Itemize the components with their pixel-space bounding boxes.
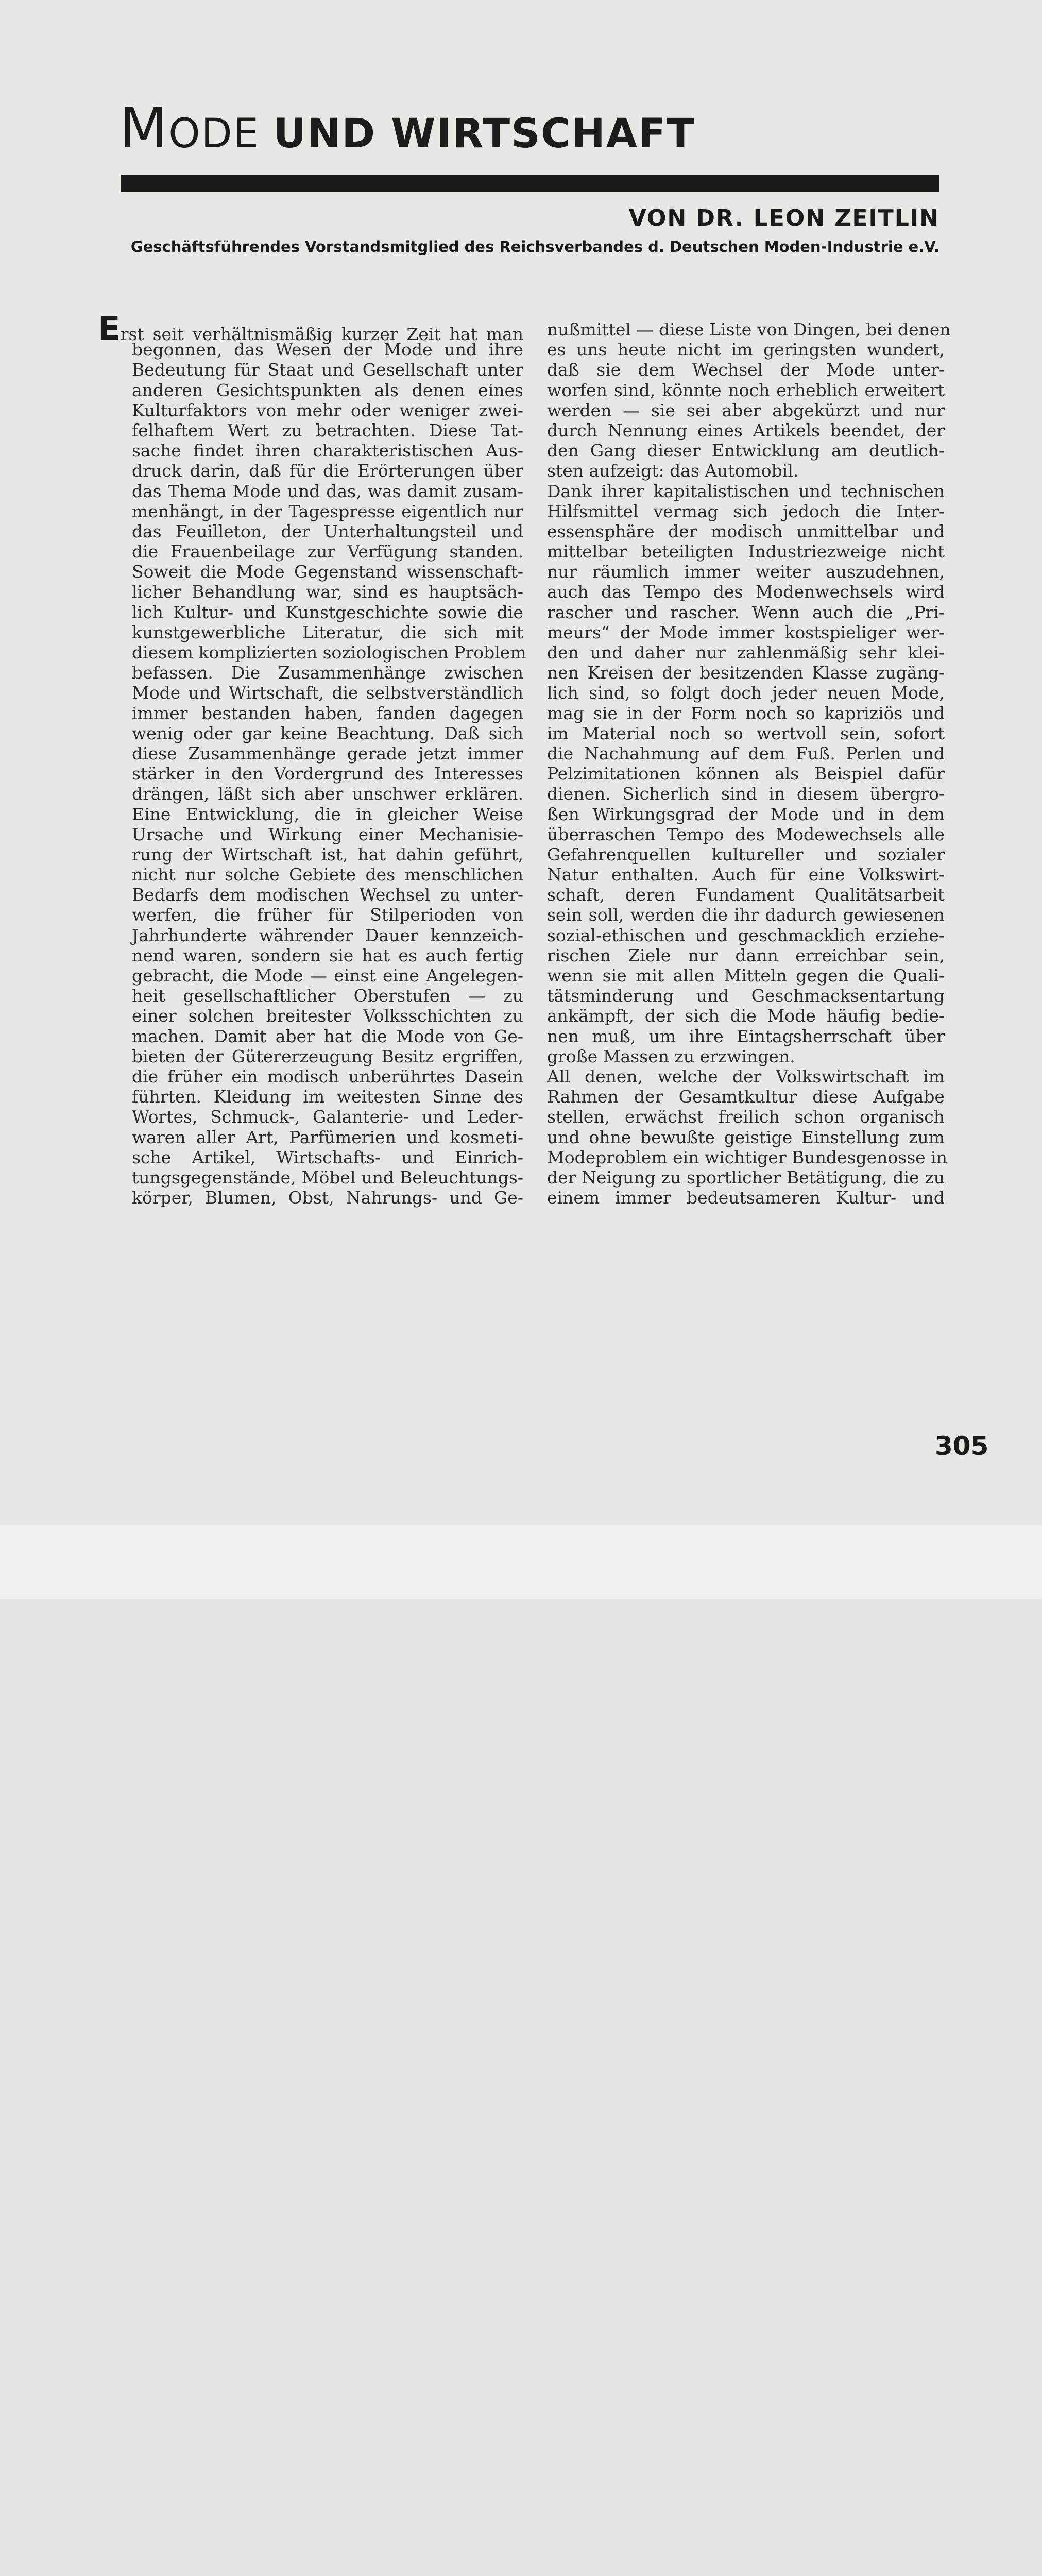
text-line: anderen Gesichtspunkten als denen eines [132, 380, 523, 400]
text-line: die Frauenbeilage zur Verfügung standen. [132, 541, 523, 562]
text-line: drängen, läßt sich aber unschwer erklären. [132, 784, 523, 804]
text-line-body: rst seit verhältnismäßig kurzer Zeit hat man [120, 324, 523, 344]
text-line: daß sie dem Wechsel der Mode unter- [547, 360, 945, 380]
text-line: der Neigung zu sportlicher Betätigung, die zu [547, 1167, 945, 1188]
title-rule [121, 175, 939, 192]
text-line: stärker in den Vordergrund des Interesses [132, 764, 523, 784]
text-line: gebracht, die Mode — einst eine Angelegen- [132, 965, 523, 986]
text-column-right [547, 319, 951, 1208]
text-line: essensphäre der modisch unmittelbar und [547, 521, 945, 541]
text-line: auch das Tempo des Modenwechsels wird [547, 582, 945, 602]
text-line: sozial-ethischen und geschmacklich erziehe- [547, 925, 945, 945]
text-line: Hilfsmittel vermag sich jedoch die Inter- [547, 501, 945, 521]
text-line: Eine Entwicklung, die in gleicher Weise [132, 804, 523, 824]
text-line: werfen, die früher für Stilperioden von [132, 905, 523, 925]
text-line: Bedeutung für Staat und Gesellschaft unter [132, 360, 523, 380]
text-line: begonnen, das Wesen der Mode und ihre [132, 340, 523, 360]
text-line: nen muß, um ihre Eintagsherrschaft über [547, 1026, 945, 1046]
text-line: worfen sind, könnte noch erheblich erweitert [547, 380, 945, 400]
text-line: menhängt, in der Tagespresse eigentlich nur [132, 501, 523, 521]
footer-bar [0, 1525, 1042, 1599]
text-line: Natur enthalten. Auch für eine Volkswirt- [547, 865, 945, 885]
text-line: körper, Blumen, Obst, Nahrungs- und Ge- [132, 1188, 523, 1208]
text-line: den Gang dieser Entwicklung am deutlich- [547, 440, 945, 461]
text-line: bieten der Gütererzeugung Besitz ergriffen, [132, 1046, 523, 1066]
text-line: druck darin, daß für die Erörterungen über [132, 461, 523, 481]
text-line: All denen, welche der Volkswirtschaft im [547, 1066, 945, 1087]
text-line: tungsgegenstände, Möbel und Beleuchtungs- [132, 1167, 523, 1188]
text-line: felhaftem Wert zu betrachten. Diese Tat- [132, 420, 523, 440]
text-line: rischen Ziele nur dann erreichbar sein, [547, 945, 945, 965]
text-line: das Feuilleton, der Unterhaltungsteil und [132, 521, 523, 541]
text-line: diese Zusammenhänge gerade jetzt immer [132, 743, 523, 764]
text-line: Gefahrenquellen kultureller und sozialer [547, 844, 945, 865]
text-column-left [98, 310, 526, 1208]
text-line: mittelbar beteiligten Industriezweige nicht [547, 541, 945, 562]
text-line: immer bestanden haben, fanden dagegen [132, 703, 523, 723]
text-line: Wortes, Schmuck-, Galanterie- und Leder- [132, 1107, 523, 1127]
text-line: wenig oder gar keine Beachtung. Daß sich [132, 723, 523, 743]
text-line: Pelzimitationen können als Beispiel dafür [547, 764, 945, 784]
author-affiliation: Geschäftsführendes Vorstandsmitglied des Reichsverbandes d. Deutschen Moden-Industrie e.V. [130, 238, 939, 256]
text-line: einem immer bedeutsameren Kultur- und [547, 1188, 945, 1208]
text-line: den und daher nur zahlenmäßig sehr klei- [547, 642, 945, 663]
text-line: schaft, deren Fundament Qualitätsarbeit [547, 885, 945, 905]
text-line: führten. Kleidung im weitesten Sinne des [132, 1087, 523, 1107]
text-line: Ursache und Wirkung einer Mechanisie- [132, 824, 523, 844]
text-line: stellen, erwächst freilich schon organisch [547, 1107, 945, 1127]
text-line: durch Nennung eines Artikels beendet, der [547, 420, 945, 440]
text-line: nend waren, sondern sie hat es auch fertig [132, 945, 523, 965]
text-line: sten aufzeigt: das Automobil. [547, 461, 799, 481]
text-line [98, 310, 523, 348]
text-line: Bedarfs dem modischen Wechsel zu unter- [132, 885, 523, 905]
text-line: Mode und Wirtschaft, die selbstverständlich [132, 683, 523, 703]
article-title [119, 96, 695, 161]
text-line: Modeproblem ein wichtiger Bundesgenosse in [547, 1147, 947, 1167]
text-line: überraschen Tempo des Modewechsels alle [547, 824, 945, 844]
text-line: tätsminderung und Geschmacksentartung [547, 986, 945, 1006]
text-line: nicht nur solche Gebiete des menschlichen [132, 865, 523, 885]
text-line: sein soll, werden die ihr dadurch gewiesenen [547, 905, 945, 925]
text-line: diesem komplizierten soziologischen Problem [132, 642, 526, 663]
title-part-1: ODE [168, 111, 274, 157]
text-line: werden — sie sei aber abgekürzt und nur [547, 400, 945, 420]
text-line: es uns heute nicht im geringsten wundert, [547, 340, 945, 360]
text-line: einer solchen breitester Volksschichten zu [132, 1006, 523, 1026]
drop-cap: E [98, 310, 121, 348]
text-line: mag sie in der Form noch so kapriziös und [547, 703, 945, 723]
text-line: rung der Wirtschaft ist, hat dahin geführt, [132, 844, 523, 865]
page-number: 305 [935, 1431, 989, 1461]
text-line: lich Kultur- und Kunstgeschichte sowie die [132, 602, 523, 622]
text-line: die Nachahmung auf dem Fuß. Perlen und [547, 743, 945, 764]
text-line: waren aller Art, Parfümerien und kosmeti- [132, 1127, 523, 1147]
title-part-2: UND WIRTSCHAFT [273, 111, 695, 157]
text-line: nur räumlich immer weiter auszudehnen, [547, 562, 945, 582]
text-line: im Material noch so wertvoll sein, sofort [547, 723, 945, 743]
text-line: ßen Wirkungsgrad der Mode und in dem [547, 804, 945, 824]
text-line: ankämpft, der sich die Mode häufig bedie- [547, 1006, 945, 1026]
text-line: Dank ihrer kapitalistischen und technischen [547, 481, 945, 501]
text-line: lich sind, so folgt doch jeder neuen Mode, [547, 683, 945, 703]
author-line: VON DR. LEON ZEITLIN [628, 205, 939, 231]
text-line: Jahrhunderte währender Dauer kennzeich- [132, 925, 523, 945]
text-line: wenn sie mit allen Mitteln gegen die Quali- [547, 965, 945, 986]
text-line: Kulturfaktors von mehr oder weniger zwei- [132, 400, 523, 420]
text-line: und ohne bewußte geistige Einstellung zum [547, 1127, 945, 1147]
text-line: heit gesellschaftlicher Oberstufen — zu [132, 986, 523, 1006]
text-line: das Thema Mode und das, was damit zusam- [132, 481, 523, 501]
text-line: die früher ein modisch unberührtes Dasein [132, 1066, 523, 1087]
text-line: kunstgewerbliche Literatur, die sich mit [132, 622, 523, 642]
title-initial: M [119, 96, 169, 161]
text-line: meurs“ der Mode immer kostspieliger wer- [547, 622, 945, 642]
text-line: machen. Damit aber hat die Mode von Ge- [132, 1026, 523, 1046]
text-line: Soweit die Mode Gegenstand wissenschaft- [132, 562, 523, 582]
text-line: licher Behandlung war, sind es hauptsäch- [132, 582, 523, 602]
text-line: sache findet ihren charakteristischen Aus- [132, 440, 523, 461]
text-line: rascher und rascher. Wenn auch die „Pri- [547, 602, 945, 622]
text-line: nußmittel — diese Liste von Dingen, bei denen [547, 319, 951, 340]
text-line: sche Artikel, Wirtschafts- und Einrich- [132, 1147, 523, 1167]
text-line: Rahmen der Gesamtkultur diese Aufgabe [547, 1087, 945, 1107]
text-line: große Massen zu erzwingen. [547, 1046, 795, 1066]
text-line: nen Kreisen der besitzenden Klasse zugäng- [547, 663, 945, 683]
text-line: dienen. Sicherlich sind in diesem übergro- [547, 784, 945, 804]
text-line: befassen. Die Zusammenhänge zwischen [132, 663, 523, 683]
